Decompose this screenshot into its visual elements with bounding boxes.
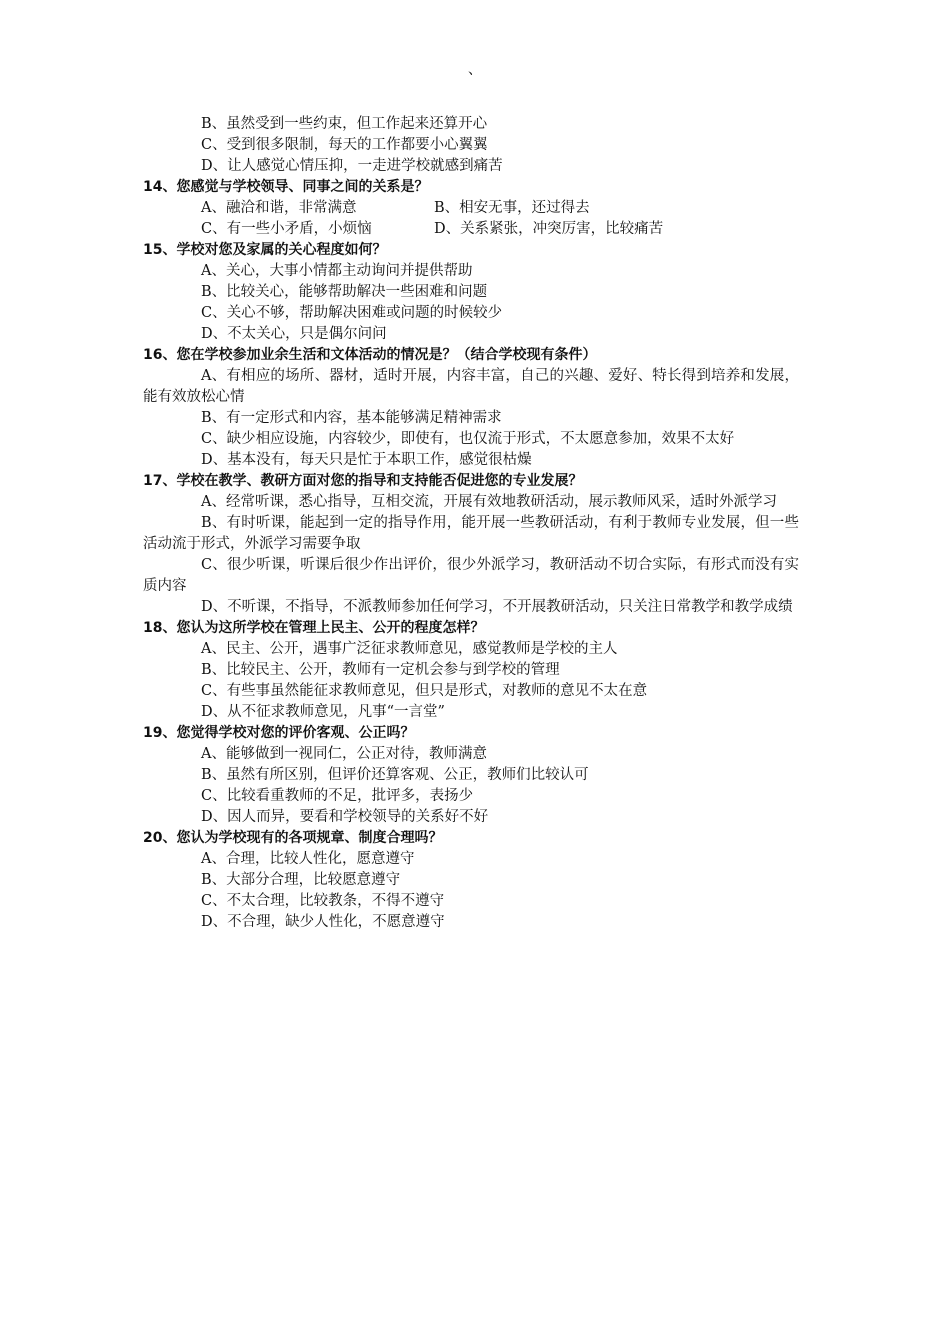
q14-row-cd — [143, 219, 799, 240]
q19-option-c: C、比较看重教师的不足，批评多，表扬少 — [201, 788, 474, 804]
q16-option-b: B、有一定形式和内容，基本能够满足精神需求 — [201, 410, 502, 426]
q16-title: 16、您在学校参加业余生活和文体活动的情况是？（结合学校现有条件） — [143, 347, 597, 363]
q20-title: 20、您认为学校现有的各项规章、制度合理吗？ — [143, 830, 443, 846]
q14-option-a: A、融洽和谐，非常满意 — [201, 200, 357, 216]
q15-option-b: B、比较关心，能够帮助解决一些困难和问题 — [201, 284, 488, 300]
q19-title: 19、您觉得学校对您的评价客观、公正吗？ — [143, 725, 415, 741]
q16-option-a: A、有相应的场所、器材，适时开展，内容丰富，自己的兴趣、爱好、特长得到培养和发展，能有效放松心情 — [143, 368, 799, 405]
q15-option-a: A、关心，大事小情都主动询问并提供帮助 — [201, 263, 473, 279]
q16-option-d: D、基本没有，每天只是忙于本职工作，感觉很枯燥 — [201, 452, 532, 468]
q18-option-a: A、民主、公开，遇事广泛征求教师意见，感觉教师是学校的主人 — [201, 641, 618, 657]
q19-option-d: D、因人而异，要看和学校领导的关系好不好 — [201, 809, 489, 825]
q14-option-b: B、相安无事，还过得去 — [434, 200, 590, 216]
q20-option-a: A、合理，比较人性化，愿意遵守 — [201, 851, 415, 867]
q14-option-c: C、有一些小矛盾，小烦恼 — [201, 221, 372, 237]
q17-option-d: D、不听课，不指导，不派教师参加任何学习，不开展教研活动，只关注日常教学和教学成绩 — [201, 599, 793, 615]
q13-option-c: C、受到很多限制，每天的工作都要小心翼翼 — [201, 137, 488, 153]
q15-title: 15、学校对您及家属的关心程度如何？ — [143, 242, 387, 258]
q14-option-d: D、关系紧张，冲突厉害，比较痛苦 — [434, 221, 664, 237]
questionnaire-body — [143, 114, 799, 933]
q19-option-a: A、能够做到一视同仁，公正对待，教师满意 — [201, 746, 487, 762]
q16-option-c: C、缺少相应设施，内容较少，即使有，也仅流于形式，不太愿意参加，效果不太好 — [201, 431, 735, 447]
q18-title: 18、您认为这所学校在管理上民主、公开的程度怎样？ — [143, 620, 485, 636]
q17-title: 17、学校在教学、教研方面对您的指导和支持能否促进您的专业发展？ — [143, 473, 583, 489]
q18-option-d: D、从不征求教师意见，凡事“一言堂” — [201, 704, 445, 720]
q17-option-a: A、经常听课，悉心指导，互相交流，开展有效地教研活动，展示教师风采，适时外派学习 — [201, 494, 777, 510]
q20-option-b: B、大部分合理，比较愿意遵守 — [201, 872, 401, 888]
q14-title: 14、您感觉与学校领导、同事之间的关系是？ — [143, 179, 429, 195]
header-mark: 、 — [468, 62, 482, 78]
q13-option-d: D、让人感觉心情压抑，一走进学校就感到痛苦 — [201, 158, 503, 174]
q18-option-b: B、比较民主、公开，教师有一定机会参与到学校的管理 — [201, 662, 560, 678]
q20-option-d: D、不合理，缺少人性化，不愿意遵守 — [201, 914, 445, 930]
q15-option-c: C、关心不够，帮助解决困难或问题的时候较少 — [201, 305, 503, 321]
q20-option-c: C、不太合理，比较教条，不得不遵守 — [201, 893, 445, 909]
q19-option-b: B、虽然有所区别，但评价还算客观、公正，教师们比较认可 — [201, 767, 589, 783]
q14-row-ab — [143, 198, 799, 219]
q13-option-b: B、虽然受到一些约束，但工作起来还算开心 — [201, 116, 488, 132]
q18-option-c: C、有些事虽然能征求教师意见，但只是形式，对教师的意见不太在意 — [201, 683, 648, 699]
q17-option-c: C、很少听课，听课后很少作出评价，很少外派学习，教研活动不切合实际，有形式而没有实质内容 — [143, 557, 799, 594]
q15-option-d: D、不太关心，只是偶尔问问 — [201, 326, 387, 342]
q17-option-b: B、有时听课，能起到一定的指导作用，能开展一些教研活动，有利于教师专业发展，但一些活动流于形式，外派学习需要争取 — [143, 515, 799, 552]
